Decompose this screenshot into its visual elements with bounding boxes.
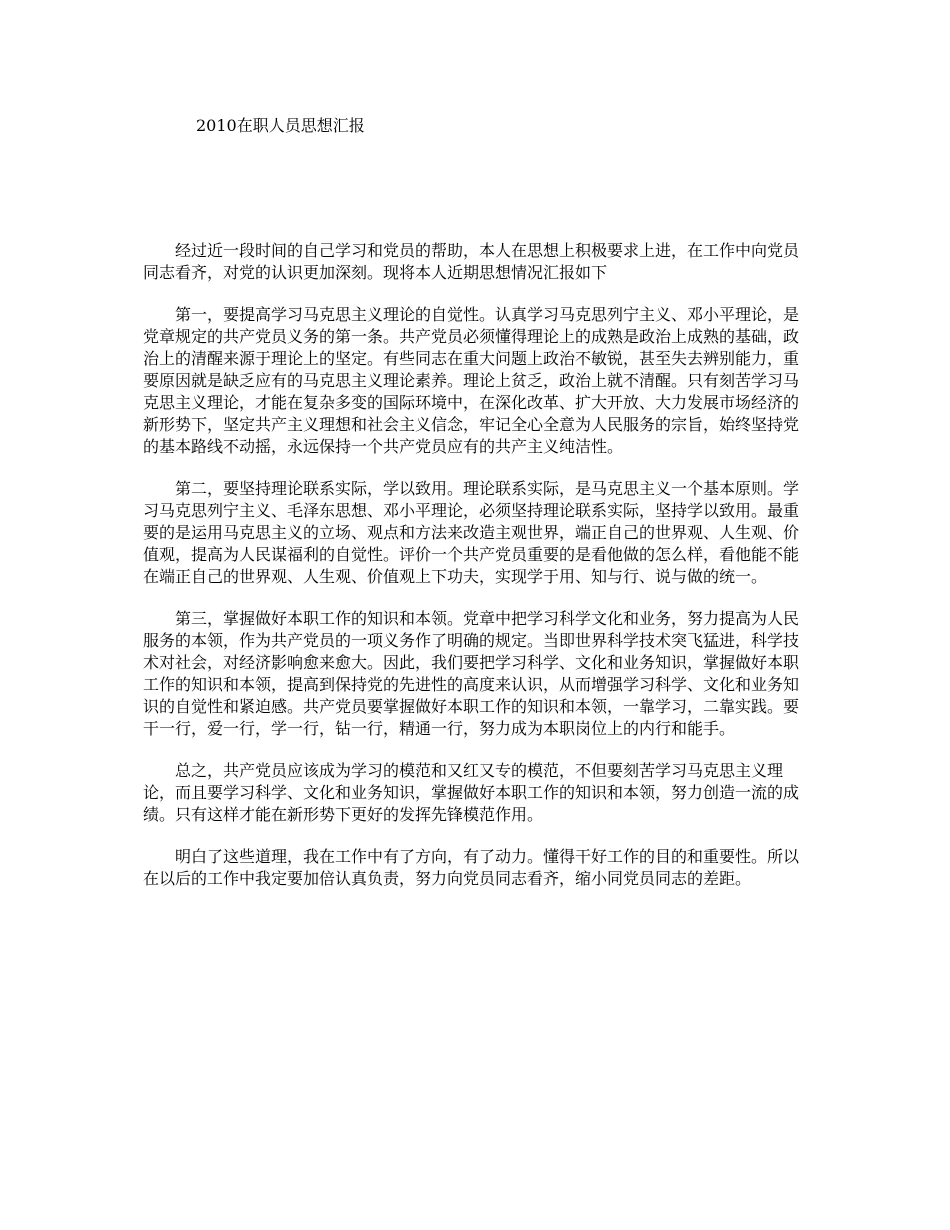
paragraph-third-point: 第三，掌握做好本职工作的知识和本领。党章中把学习科学文化和业务，努力提高为人民服务的本领，作为共产党员的一项义务作了明确的规定。当即世界科学技术突飞猛进，科学技术对社会，对经济影响愈来愈大。因此，我们要把学习科学、文化和业务知识，掌握做好本职工作的知识和本领，提高到保持党的先进性的高度来认识，从而增强学习科学、文化和业务知识的自觉性和紧迫感。共产党员要掌握做好本职工作的知识和本领，一靠学习，二靠实践。要干一行，爱一行，学一行，钻一行，精通一行，努力成为本职岗位上的内行和能手。 (143, 609, 800, 738)
paragraph-summary: 总之，共产党员应该成为学习的模范和又红又专的模范，不但要刻苦学习马克思主义理论，而且要学习科学、文化和业务知识，掌握做好本职工作的知识和本领，努力创造一流的成绩。只有这样才能在新形势下更好的发挥先锋模范作用。 (143, 761, 800, 824)
paragraph-intro: 经过近一段时间的自己学习和党员的帮助，本人在思想上积极要求上进，在工作中向党员同志看齐，对党的认识更加深刻。现将本人近期思想情况汇报如下 (143, 241, 800, 282)
paragraph-first-point: 第一，要提高学习马克思主义理论的自觉性。认真学习马克思列宁主义、邓小平理论，是党章规定的共产党员义务的第一条。共产党员必须懂得理论上的成熟是政治上成熟的基础，政治上的清醒来源于理论上的坚定。有些同志在重大问题上政治不敏锐，甚至失去辨别能力，重要原因就是缺乏应有的马克思主义理论素养。理论上贫乏，政治上就不清醒。只有刻苦学习马克思主义理论，才能在复杂多变的国际环境中，在深化改革、扩大开放、大力发展市场经济的新形势下，坚定共产主义理想和社会主义信念，牢记全心全意为人民服务的宗旨，始终坚持党的基本路线不动摇，永远保持一个共产党员应有的共产主义纯洁性。 (143, 305, 800, 456)
document-title: 2010在职人员思想汇报 (196, 116, 365, 135)
paragraph-second-point: 第二，要坚持理论联系实际，学以致用。理论联系实际，是马克思主义一个基本原则。学习马克思列宁主义、毛泽东思想、邓小平理论，必须坚持理论联系实际，坚持学以致用。最重要的是运用马克思主义的立场、观点和方法来改造主观世界，端正自己的世界观、人生观、价值观，提高为人民谋福利的自觉性。评价一个共产党员重要的是看他做的怎么样，看他能不能在端正自己的世界观、人生观、价值观上下功夫，实现学于用、知与行、说与做的统一。 (143, 479, 800, 586)
paragraph-conclusion: 明白了这些道理，我在工作中有了方向，有了动力。懂得干好工作的目的和重要性。所以在以后的工作中我定要加倍认真负责，努力向党员同志看齐，缩小同党员同志的差距。 (143, 847, 800, 888)
document-body (143, 240, 813, 910)
